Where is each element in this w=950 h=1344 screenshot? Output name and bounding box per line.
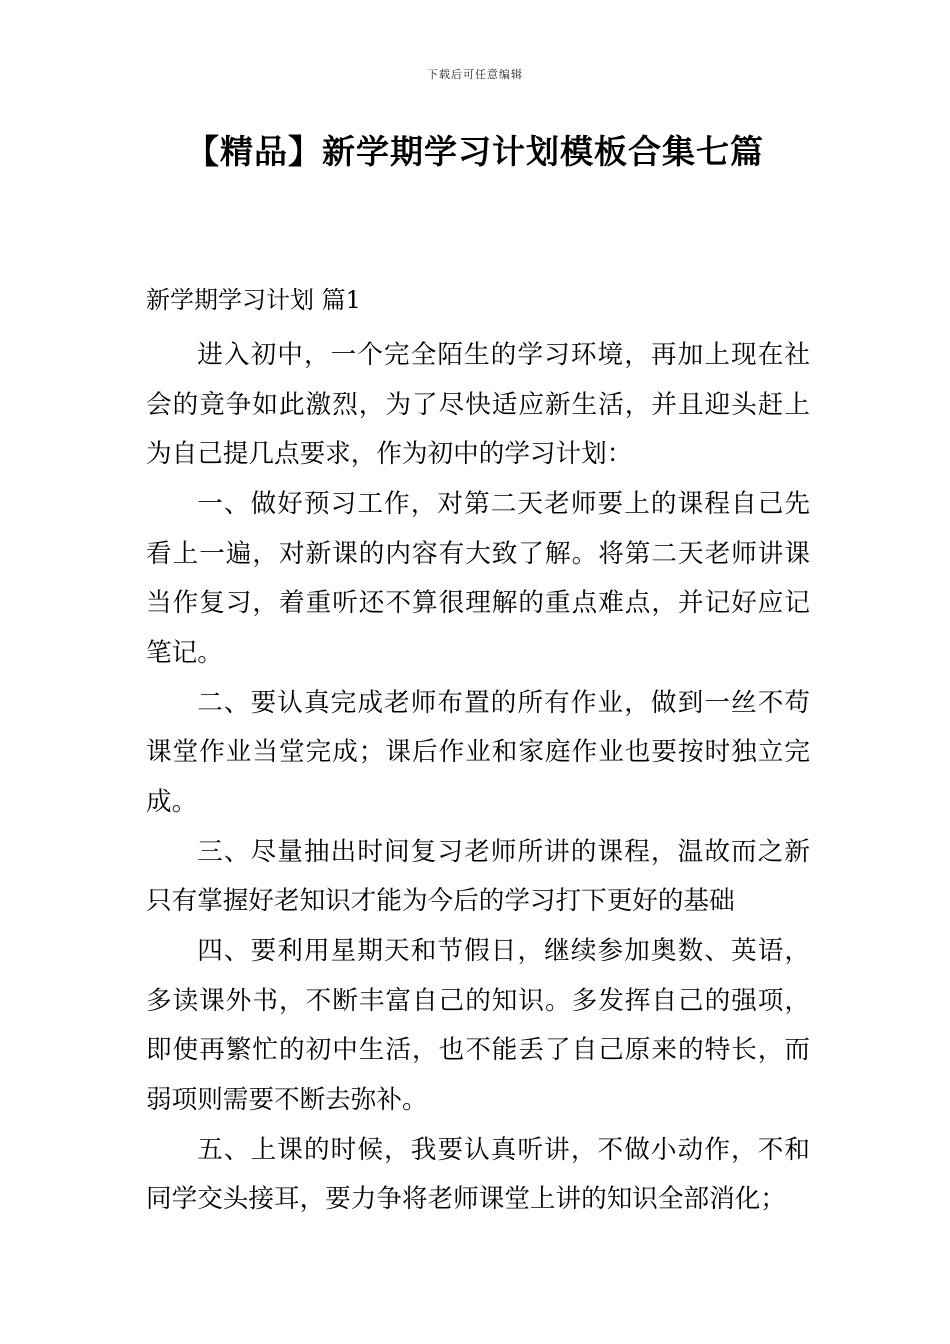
paragraph-item-4: 四、要利用星期天和节假日，继续参加奥数、英语，多读课外书，不断丰富自己的知识。多发挥自己的强项，即使再繁忙的初中生活，也不能丢了自己原来的特长，而弱项则需要不断去弥补。 (146, 936, 810, 1115)
paragraph-item-1: 一、做好预习工作，对第二天老师要上的课程自己先看上一遍，对新课的内容有大致了解。将第二天老师讲课当作复习，着重听还不算很理解的重点难点，并记好应记笔记。 (146, 489, 810, 668)
section-heading: 新学期学习计划 篇1 (146, 286, 361, 314)
header-note: 下载后可任意编辑 (427, 68, 523, 81)
paragraph-intro: 进入初中，一个完全陌生的学习环境，再加上现在社会的竟争如此激烈，为了尽快适应新生活，并且迎头赶上为自己提几点要求，作为初中的学习计划： (146, 340, 810, 469)
paragraph-item-3: 三、尽量抽出时间复习老师所讲的课程，温故而之新只有掌握好老知识才能为今后的学习打下更好的基础 (146, 836, 810, 916)
paragraph-item-5: 五、上课的时候，我要认真听讲，不做小动作，不和同学交头接耳，要力争将老师课堂上讲的知识全部消化； (146, 1134, 810, 1214)
paragraph-item-2: 二、要认真完成老师布置的所有作业，做到一丝不苟课堂作业当堂完成；课后作业和家庭作业也要按时独立完成。 (146, 687, 810, 817)
document-body (146, 281, 810, 1225)
document-title: 【精品】新学期学习计划模板合集七篇 (186, 132, 764, 171)
